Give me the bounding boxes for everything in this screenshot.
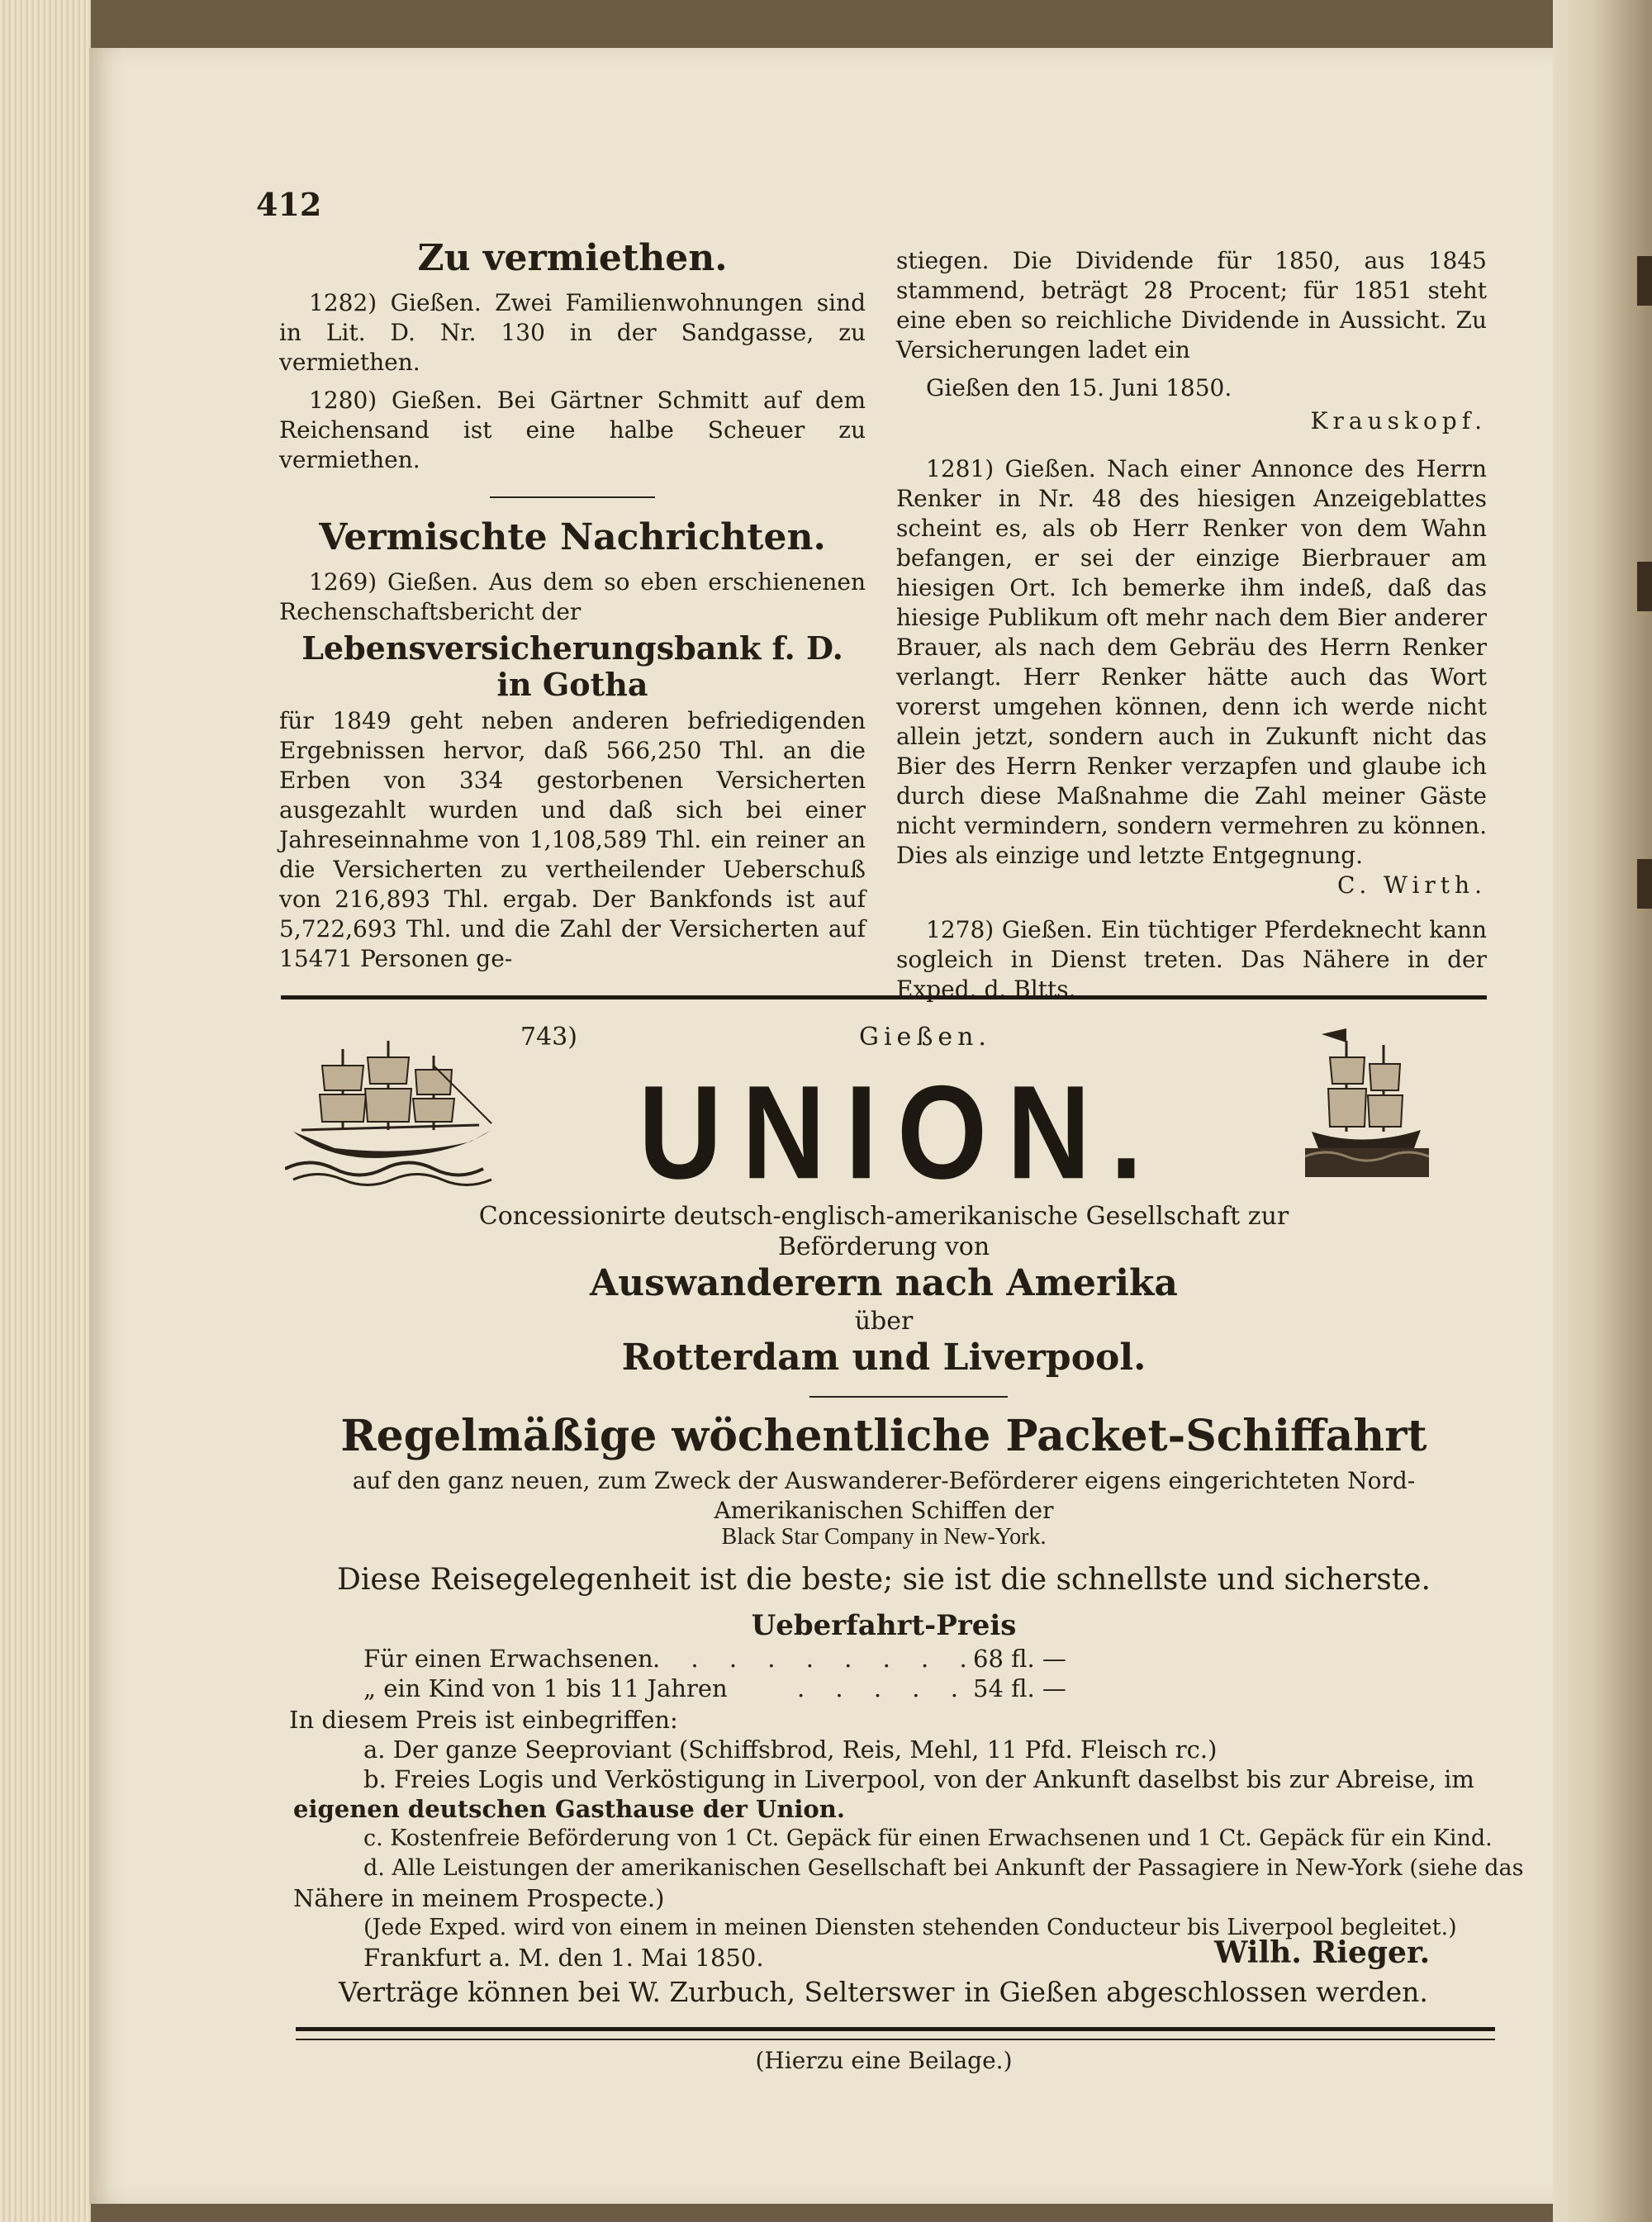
page-number: 412	[256, 186, 322, 223]
sailing-ship-left-icon	[285, 1033, 500, 1189]
right-column	[896, 246, 1487, 1013]
ad-1269-date: Gießen den 15. Juni 1850.	[926, 374, 1232, 401]
advert-line-3: Auswanderern nach Amerika	[590, 1262, 1178, 1304]
ad-1278: 1278) Gießen. Ein tüchtiger Pferdeknecht kann sogleich in Dienst treten. Das Nähere in der Exped. d. Bltts.	[896, 916, 1487, 1003]
book-right-edge	[1553, 0, 1652, 2222]
paper-tab	[1637, 562, 1652, 611]
advert-top-rule	[281, 995, 1487, 999]
footer-note: (Hierzu eine Beilage.)	[755, 2047, 1013, 2074]
price-child-dots: . . . . .	[797, 1674, 970, 1702]
advert-number: 743)	[520, 1023, 577, 1052]
advert-line-9: Diese Reisegelegenheit ist die beste; sie ist die schnellste und sicherste.	[337, 1563, 1431, 1597]
advert-line-8: Black Star Company in New-York.	[721, 1524, 1047, 1550]
advert-line-4: über	[854, 1307, 914, 1336]
item-d-line-1: d. Alle Leistungen der amerikanischen Gesellschaft bei Ankunft der Passagiere in New-York (siehe das	[363, 1855, 1524, 1881]
ad-1281: 1281) Gießen. Nach einer Annonce des Herrn Renker in Nr. 48 des hiesigen Anzeigeblattes scheint es, als ob Herr Renker von dem Wahn befangen, er sei der einzige Bierbrauer am hiesigen Ort. Ich bemerke ihm indeß, daß das hiesige Publikum oft mehr nach dem Bier anderer Brauer, als nach dem Gebräu des Herrn Renker verlangt. Herr Renker hätte auch das Wort vorerst umgehen können, denn ich werde nicht allein jetzt, sondern auch in Zukunft nicht das Bier des Herrn Renker verzapfen und glaube ich durch diese Maßnahme die Zahl meiner Gäste nicht vermindern, sondern vermehren zu können. Dies als einzige und letzte Entgegnung.	[896, 455, 1487, 869]
ad-1282: 1282) Gießen. Zwei Familienwohnungen sind in Lit. D. Nr. 130 in der Sandgasse, zu vermiethen.	[279, 289, 866, 376]
section-divider	[490, 496, 655, 498]
advert-signature: Wilh. Rieger.	[1214, 1935, 1431, 1970]
signature-wirth: C. Wirth.	[1336, 871, 1487, 899]
price-child-value: 54 fl. —	[973, 1674, 1066, 1702]
conductor-note: (Jede Exped. wird von einem in meinen Diensten stehenden Conducteur bis Liverpool begleitet.)	[363, 1915, 1457, 1940]
price-adult-dots: . . . . . . . . .	[653, 1645, 979, 1673]
book-page-stack	[0, 0, 91, 2222]
advert-line-7: Amerikanischen Schiffen der	[714, 1497, 1054, 1524]
item-b-line-1: b. Freies Logis und Verköstigung in Liverpool, von der Ankunft daselbst bis zur Abreise, im	[363, 1765, 1474, 1793]
paper-tab	[1637, 859, 1652, 909]
price-child-label: „ ein Kind von 1 bis 11 Jahren	[363, 1674, 728, 1702]
advert-headline: Regelmäßige wöchentliche Packet-Schiffahrt	[340, 1411, 1427, 1461]
advert-date: Frankfurt a. M. den 1. Mai 1850.	[363, 1944, 764, 1972]
advert-divider	[809, 1396, 1008, 1398]
signature-krauskopf: Krauskopf.	[1310, 407, 1487, 434]
price-heading: Ueberfahrt-Preis	[751, 1609, 1017, 1642]
price-adult-value: 68 fl. —	[973, 1645, 1066, 1673]
item-c: c. Kostenfreie Beförderung von 1 Ct. Gepäck für einen Erwachsenen und 1 Ct. Gepäck für ein Kind.	[363, 1826, 1493, 1851]
advert-title-union: UNION.	[638, 1057, 1162, 1207]
left-column	[279, 237, 866, 982]
paper-tab	[1637, 256, 1652, 306]
heading-zu-vermiethen: Zu vermiethen.	[417, 237, 728, 279]
advert-line-5: Rotterdam und Liverpool.	[621, 1337, 1146, 1379]
included-line: In diesem Preis ist einbegriffen:	[289, 1706, 678, 1734]
advert-line-6: auf den ganz neuen, zum Zweck der Auswanderer-Beförderer eigens eingerichteten Nord-	[352, 1467, 1416, 1494]
bank-name-line-2: in Gotha	[496, 666, 648, 703]
item-d-line-2: Nähere in meinem Prospecte.)	[293, 1884, 665, 1912]
advert-place: Gießen.	[859, 1023, 991, 1052]
heading-vermischte-nachrichten: Vermischte Nachrichten.	[319, 516, 826, 558]
item-b-line-2: eigenen deutschen Gasthause der Union.	[293, 1795, 845, 1823]
bank-name-line-1: Lebensversicherungsbank f. D.	[301, 629, 843, 667]
item-a: a. Der ganze Seeproviant (Schiffsbrod, Reis, Mehl, 11 Pfd. Fleisch rc.)	[363, 1735, 1218, 1764]
price-adult-label: Für einen Erwachsenen	[363, 1645, 653, 1673]
advert-line-2: Beförderung von	[777, 1232, 990, 1261]
ad-1269-intro: 1269) Gießen. Aus dem so eben erschienenen Rechenschaftsbericht der	[279, 568, 866, 625]
advert-line-1: Concessionirte deutsch-englisch-amerikanische Gesellschaft zur	[478, 1202, 1289, 1231]
ad-1269-body: für 1849 geht neben anderen befriedigenden Ergebnissen hervor, daß 566,250 Thl. an die Erben von 334 gestorbenen Versicherten ausgezahlt wurden und daß sich bei einer Jahreseinnahme von 1,108,589 Thl. ein reiner an die Versicherten zu vertheilender Ueberschuß von 216,893 Thl. ergab. Der Bankfonds ist auf 5,722,693 Thl. und die Zahl der Versicherten auf 15471 Personen ge-	[279, 707, 866, 972]
advert-bottom-rule	[296, 2027, 1495, 2031]
contracts-line: Verträge können bei W. Zurbuch, Selterswег in Gießen abgeschlossen werden.	[339, 1976, 1428, 2008]
steamship-right-icon	[1305, 1024, 1429, 1177]
ad-1280: 1280) Gießen. Bei Gärtner Schmitt auf dem Reichensand ist eine halbe Scheuer zu vermiethen.	[279, 387, 866, 473]
advert-bottom-thin-rule	[296, 2039, 1495, 2040]
ad-1269-continuation: stiegen. Die Dividende für 1850, aus 1845 stammend, beträgt 28 Procent; für 1851 steht eine eben so reichliche Dividende in Aussicht. Zu Versicherungen ladet ein	[896, 247, 1487, 363]
